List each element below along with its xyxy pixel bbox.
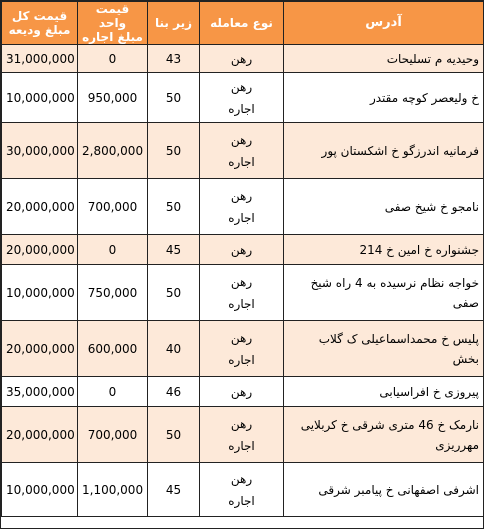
transaction-type-line: رهن: [230, 242, 253, 257]
table-row: [2, 235, 484, 265]
transaction-type-cell: [200, 463, 284, 517]
transaction-type-cell: [200, 321, 284, 377]
address-line: وحیدیه م تسلیحات: [386, 51, 479, 66]
rent-cell: 0: [78, 235, 148, 265]
header-total-price-line2: مبلغ ودیعه: [8, 23, 71, 37]
transaction-type-line: اجاره: [228, 493, 255, 508]
address-line: پیروزی خ افراسیابی: [379, 384, 479, 399]
address-line: اشرفی اصفهانی خ پیامبر شرقی: [318, 482, 479, 497]
address-line: نارمک خ 46 متری شرقی خ کربلایی: [300, 417, 479, 432]
address-line: خواجه نظام نرسیده به 4 راه شیخ: [310, 275, 479, 290]
rent-cell: 700,000: [78, 179, 148, 235]
address-cell: [284, 45, 484, 73]
rent-cell: 950,000: [78, 73, 148, 123]
table-body: [2, 45, 484, 517]
header-total-price-line1: قیمت کل: [11, 9, 68, 23]
address-cell: [284, 235, 484, 265]
transaction-type-line: اجاره: [228, 101, 255, 116]
address-line: نامجو خ شیخ صفی: [384, 199, 479, 214]
transaction-type-cell: [200, 265, 284, 321]
address-cell: [284, 179, 484, 235]
transaction-type-line: رهن: [230, 416, 253, 431]
deposit-cell: 31,000,000: [2, 45, 78, 73]
header-row: [2, 2, 484, 45]
transaction-type-line: رهن: [230, 471, 253, 486]
transaction-type-line: اجاره: [228, 210, 255, 225]
rent-cell: 700,000: [78, 407, 148, 463]
area-cell: 50: [148, 265, 200, 321]
transaction-type-line: رهن: [230, 274, 253, 289]
area-cell: 50: [148, 407, 200, 463]
transaction-type-line: رهن: [230, 132, 253, 147]
transaction-type-line: اجاره: [228, 296, 255, 311]
table-row: [2, 377, 484, 407]
header-unit-price: [78, 2, 148, 45]
rent-cell: 750,000: [78, 265, 148, 321]
address-line: صفی: [452, 295, 479, 310]
table-row: [2, 265, 484, 321]
address-line: بخش: [452, 351, 479, 366]
address-cell: [284, 265, 484, 321]
rent-cell: 0: [78, 377, 148, 407]
header-unit-price-line2: مبلغ اجاره: [82, 30, 143, 44]
transaction-type-line: رهن: [230, 79, 253, 94]
deposit-cell: 35,000,000: [2, 377, 78, 407]
transaction-type-line: رهن: [230, 188, 253, 203]
address-cell: [284, 377, 484, 407]
address-cell: [284, 73, 484, 123]
deposit-cell: 10,000,000: [2, 463, 78, 517]
transaction-type-line: اجاره: [228, 352, 255, 367]
table-row: [2, 73, 484, 123]
table-row: [2, 321, 484, 377]
transaction-type-cell: [200, 45, 284, 73]
table-row: [2, 45, 484, 73]
deposit-cell: 20,000,000: [2, 321, 78, 377]
area-cell: 50: [148, 179, 200, 235]
header-address: آدرس: [284, 2, 484, 45]
address-cell: [284, 321, 484, 377]
header-unit-price-line1: قیمت واحد: [95, 2, 130, 30]
transaction-type-cell: [200, 123, 284, 179]
area-cell: 45: [148, 235, 200, 265]
address-line: پلیس خ محمداسماعیلی ک گلاب: [318, 331, 479, 346]
address-cell: [284, 407, 484, 463]
transaction-type-line: رهن: [230, 51, 253, 66]
table-row: [2, 123, 484, 179]
area-cell: 50: [148, 123, 200, 179]
header-transaction-type: نوع معامله: [200, 2, 284, 45]
address-line: مهرریزی: [435, 437, 479, 452]
transaction-type-cell: [200, 73, 284, 123]
address-line: خ ولیعصر کوچه مقتدر: [369, 90, 479, 105]
transaction-type-line: رهن: [230, 384, 253, 399]
address-line: جشنواره خ امین خ 214: [359, 242, 479, 257]
deposit-cell: 20,000,000: [2, 407, 78, 463]
area-cell: 40: [148, 321, 200, 377]
transaction-type-cell: [200, 377, 284, 407]
transaction-type-cell: [200, 235, 284, 265]
area-cell: 43: [148, 45, 200, 73]
table-row: [2, 179, 484, 235]
rent-cell: 600,000: [78, 321, 148, 377]
area-cell: 50: [148, 73, 200, 123]
rent-cell: 1,100,000: [78, 463, 148, 517]
deposit-cell: 10,000,000: [2, 265, 78, 321]
address-cell: [284, 123, 484, 179]
table-row: [2, 407, 484, 463]
deposit-cell: 30,000,000: [2, 123, 78, 179]
table-row: [2, 463, 484, 517]
header-area: زیر بنا: [148, 2, 200, 45]
header-total-price: [2, 2, 78, 45]
transaction-type-cell: [200, 407, 284, 463]
address-cell: [284, 463, 484, 517]
transaction-type-line: رهن: [230, 330, 253, 345]
transaction-type-line: اجاره: [228, 154, 255, 169]
area-cell: 45: [148, 463, 200, 517]
deposit-cell: 20,000,000: [2, 179, 78, 235]
deposit-cell: 10,000,000: [2, 73, 78, 123]
address-line: فرمانیه اندرزگو خ اشکستان پور: [321, 143, 479, 158]
area-cell: 46: [148, 377, 200, 407]
rental-listings-table: [1, 1, 484, 517]
rent-cell: 2,800,000: [78, 123, 148, 179]
deposit-cell: 20,000,000: [2, 235, 78, 265]
rent-cell: 0: [78, 45, 148, 73]
transaction-type-cell: [200, 179, 284, 235]
transaction-type-line: اجاره: [228, 438, 255, 453]
